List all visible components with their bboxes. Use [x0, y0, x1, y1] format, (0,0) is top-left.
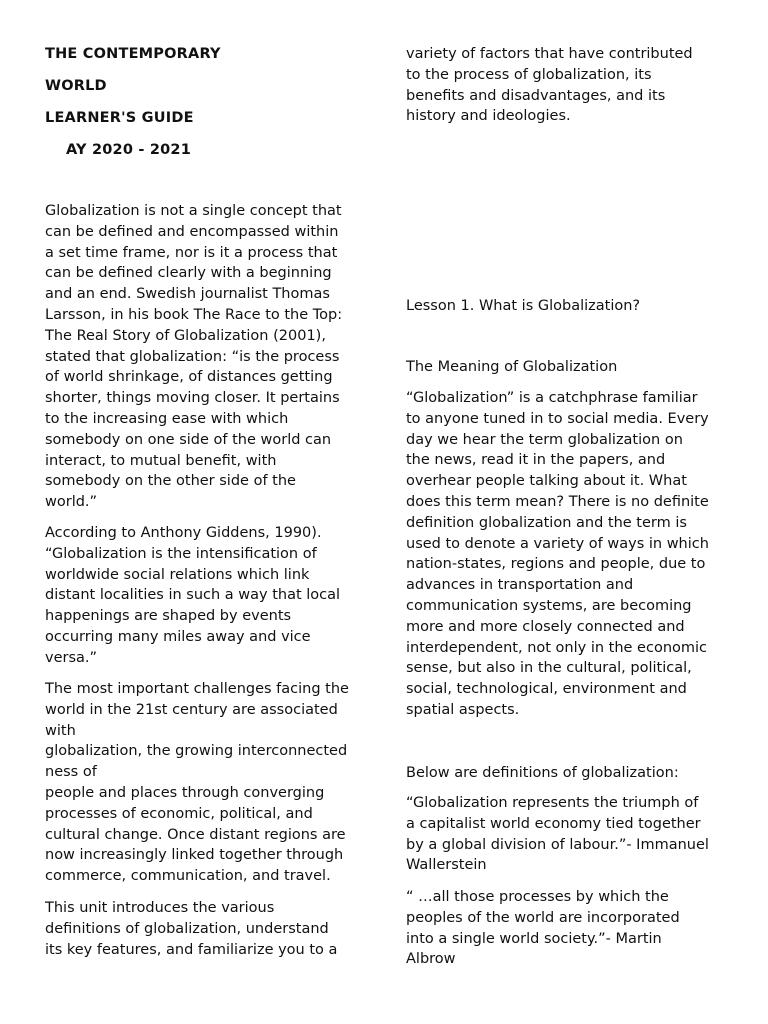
lesson-title: Lesson 1. What is Globalization? — [406, 298, 641, 314]
text-line: into a single world society.”- Martin — [406, 930, 662, 947]
text-line: day we hear the term globalization on — [406, 431, 683, 448]
text-line: occurring many miles away and vice — [45, 628, 311, 645]
text-line: by a global division of labour.”- Immanuel — [406, 836, 709, 853]
challenges-paragraph — [45, 679, 365, 887]
text-line: history and ideologies. — [406, 108, 571, 125]
text-line: versa.” — [45, 649, 98, 666]
text-line: to the increasing ease with which — [45, 410, 289, 427]
text-line: happenings are shaped by events — [45, 608, 292, 625]
text-line: of world shrinkage, of distances getting — [45, 369, 333, 386]
text-line: definition globalization and the term is — [406, 514, 687, 531]
definitions-intro: Below are definitions of globalization: — [406, 765, 679, 781]
text-line: more and more closely connected and — [406, 618, 685, 635]
text-line: nation-states, regions and people, due to — [406, 556, 706, 573]
text-line: sense, but also in the cultural, political, — [406, 660, 692, 677]
guide-title-line-3: LEARNER'S GUIDE — [45, 110, 194, 126]
text-line: cultural change. Once distant regions are — [45, 826, 346, 843]
text-line: commerce, communication, and travel. — [45, 868, 331, 885]
text-line: world.” — [45, 494, 98, 511]
meaning-paragraph — [406, 388, 728, 721]
text-line: benefits and disadvantages, and its — [406, 87, 666, 104]
text-line: Albrow — [406, 951, 456, 968]
text-line: people and places through converging — [45, 784, 325, 801]
text-line: “ …all those processes by which the — [406, 889, 669, 905]
text-line: a set time frame, nor is it a process that — [45, 244, 338, 261]
text-line: This unit introduces the various — [45, 900, 275, 916]
guide-title-line-1: THE CONTEMPORARY — [45, 46, 221, 62]
guide-title-line-2: WORLD — [45, 78, 107, 94]
text-line: shorter, things moving closer. It pertains — [45, 390, 340, 407]
text-line: “Globalization” is a catchphrase familiar — [406, 390, 698, 406]
text-line: interdependent, not only in the economic — [406, 639, 708, 656]
text-line: stated that globalization: “is the process — [45, 348, 340, 365]
text-line: somebody on one side of the world can — [45, 431, 332, 448]
text-line: world in the 21st century are associated — [45, 701, 338, 718]
text-line: variety of factors that have contributed — [406, 46, 693, 62]
text-line: to the process of globalization, its — [406, 66, 652, 83]
text-line: processes of economic, political, and — [45, 805, 313, 822]
text-line: distant localities in such a way that local — [45, 587, 341, 604]
intro-paragraph — [45, 201, 365, 513]
text-line: with — [45, 722, 76, 739]
wallerstein-quote — [406, 793, 728, 876]
text-line: somebody on the other side of the — [45, 473, 296, 490]
text-line: definitions of globalization, understand — [45, 920, 329, 937]
text-line: overhear people talking about it. What — [406, 473, 687, 490]
text-line: used to denote a variety of ways in which — [406, 535, 709, 552]
text-line: globalization, the growing interconnected — [45, 743, 348, 760]
text-line: a capitalist world economy tied together — [406, 815, 701, 832]
text-line: peoples of the world are incorporated — [406, 909, 680, 926]
academic-year: AY 2020 - 2021 — [66, 142, 192, 158]
unit-intro-paragraph — [45, 898, 365, 960]
text-line: The Real Story of Globalization (2001), — [45, 327, 326, 344]
text-line: can be defined and encompassed within — [45, 223, 339, 240]
text-line: communication systems, are becoming — [406, 597, 692, 614]
text-line: “Globalization represents the triumph of — [406, 795, 699, 811]
text-line: ness of — [45, 764, 97, 781]
text-line: to anyone tuned in to social media. Every — [406, 410, 709, 427]
text-line: The most important challenges facing the — [45, 681, 349, 697]
text-line: Globalization is not a single concept that — [45, 203, 342, 219]
text-line: Wallerstein — [406, 857, 487, 874]
text-line: advances in transportation and — [406, 577, 634, 594]
text-line: social, technological, environment and — [406, 681, 687, 698]
text-line: worldwide social relations which link — [45, 566, 310, 583]
text-line: and an end. Swedish journalist Thomas — [45, 286, 330, 303]
albrow-quote — [406, 887, 728, 970]
text-line: spatial aspects. — [406, 701, 520, 718]
text-line: does this term mean? There is no definite — [406, 493, 709, 510]
text-line: According to Anthony Giddens, 1990). — [45, 525, 322, 541]
text-line: interact, to mutual benefit, with — [45, 452, 277, 469]
text-line: its key features, and familiarize you to a — [45, 941, 338, 958]
text-line: “Globalization is the intensification of — [45, 545, 317, 562]
text-line: Larsson, in his book The Race to the Top: — [45, 306, 343, 323]
text-line: the news, read it in the papers, and — [406, 452, 666, 469]
unit-intro-continuation — [406, 44, 728, 127]
text-line: can be defined clearly with a beginning — [45, 265, 332, 282]
section-title: The Meaning of Globalization — [406, 359, 618, 375]
text-line: now increasingly linked together through — [45, 847, 344, 864]
giddens-paragraph — [45, 523, 365, 669]
